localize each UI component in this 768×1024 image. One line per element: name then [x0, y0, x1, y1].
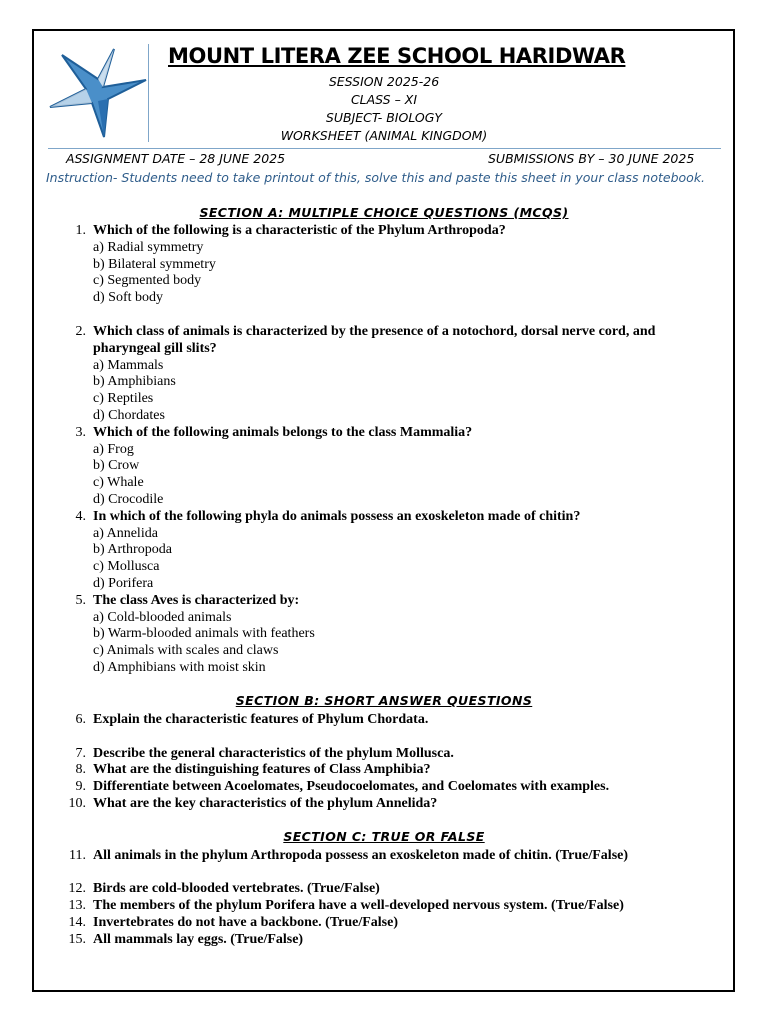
question-number: 8.: [75, 762, 86, 777]
question-text: All mammals lay eggs. (True/False): [93, 932, 304, 947]
question-text: What are the distinguishing features of Class Amphibia?: [93, 762, 431, 777]
question-number: 4.: [75, 509, 86, 524]
option: d) Porifera: [93, 576, 154, 591]
section-a-title: SECTION A: MULTIPLE CHOICE QUESTIONS (MCQS): [199, 205, 569, 220]
question-number: 11.: [69, 848, 86, 863]
question-number: 5.: [75, 593, 86, 608]
option: b) Crow: [93, 458, 140, 473]
question-number: 13.: [68, 898, 86, 913]
option: d) Crocodile: [93, 492, 164, 507]
question-number: 9.: [75, 779, 86, 794]
question-number: 6.: [75, 712, 86, 727]
school-name: MOUNT LITERA ZEE SCHOOL HARIDWAR: [168, 44, 626, 68]
question-text: In which of the following phyla do animals possess an exoskeleton made of chitin?: [93, 509, 581, 524]
question-number: 12.: [68, 881, 86, 896]
option: b) Warm-blooded animals with feathers: [93, 626, 315, 641]
star-logo-icon: [46, 43, 150, 141]
question-number: 7.: [75, 746, 86, 761]
worksheet-title: WORKSHEET (ANIMAL KINGDOM): [280, 128, 488, 143]
question-text: What are the key characteristics of the phylum Annelida?: [93, 796, 438, 811]
option: b) Amphibians: [93, 374, 176, 389]
subject: SUBJECT- BIOLOGY: [325, 110, 443, 125]
question-text: Which class of animals is characterized by the presence of a notochord, dorsal nerve cord, and pharyngeal gill slits?: [93, 324, 656, 356]
option: a) Frog: [93, 442, 134, 457]
question-text: Birds are cold-blooded vertebrates. (True/False): [93, 881, 380, 896]
question-number: 14.: [68, 915, 86, 930]
option: a) Cold-blooded animals: [93, 610, 232, 625]
option: b) Arthropoda: [93, 542, 172, 557]
question-text: Describe the general characteristics of the phylum Mollusca.: [93, 746, 454, 761]
option: d) Soft body: [93, 290, 163, 305]
header-divider: [48, 148, 721, 149]
option: c) Whale: [93, 475, 144, 490]
option: c) Segmented body: [93, 273, 202, 288]
question-number: 1.: [75, 223, 86, 238]
question-text: Invertebrates do not have a backbone. (True/False): [93, 915, 398, 930]
option: a) Annelida: [93, 526, 158, 541]
option: d) Amphibians with moist skin: [93, 660, 266, 675]
option: b) Bilateral symmetry: [93, 257, 216, 272]
question-text: Which of the following is a characteristic of the Phylum Arthropoda?: [93, 223, 506, 238]
question-text: All animals in the phylum Arthropoda possess an exoskeleton made of chitin. (True/False): [93, 848, 629, 863]
section-b-title: SECTION B: SHORT ANSWER QUESTIONS: [235, 693, 533, 708]
session: SESSION 2025-26: [328, 74, 440, 89]
question-text: Which of the following animals belongs to the class Mammalia?: [93, 425, 473, 440]
question-text: Explain the characteristic features of Phylum Chordata.: [93, 712, 429, 727]
question-text: The class Aves is characterized by:: [93, 593, 300, 608]
option: a) Mammals: [93, 358, 164, 373]
question-text: The members of the phylum Porifera have a well-developed nervous system. (True/False): [93, 898, 624, 913]
option: d) Chordates: [93, 408, 165, 423]
section-c-title: SECTION C: TRUE OR FALSE: [283, 829, 485, 844]
submission-date: SUBMISSIONS BY – 30 JUNE 2025: [488, 151, 695, 166]
option: c) Animals with scales and claws: [93, 643, 279, 658]
option: c) Mollusca: [93, 559, 160, 574]
question-number: 10.: [68, 796, 86, 811]
question-text: Differentiate between Acoelomates, Pseudocoelomates, and Coelomates with examples.: [93, 779, 610, 794]
question-number: 3.: [75, 425, 86, 440]
assignment-date: ASSIGNMENT DATE – 28 JUNE 2025: [66, 151, 286, 166]
question-number: 15.: [68, 932, 86, 947]
option: c) Reptiles: [93, 391, 154, 406]
logo-divider: [148, 44, 149, 142]
option: a) Radial symmetry: [93, 240, 204, 255]
class: CLASS – XI: [350, 92, 418, 107]
instruction: Instruction- Students need to take printout of this, solve this and paste this sheet in your class notebook.: [46, 170, 706, 185]
question-number: 2.: [75, 324, 86, 339]
